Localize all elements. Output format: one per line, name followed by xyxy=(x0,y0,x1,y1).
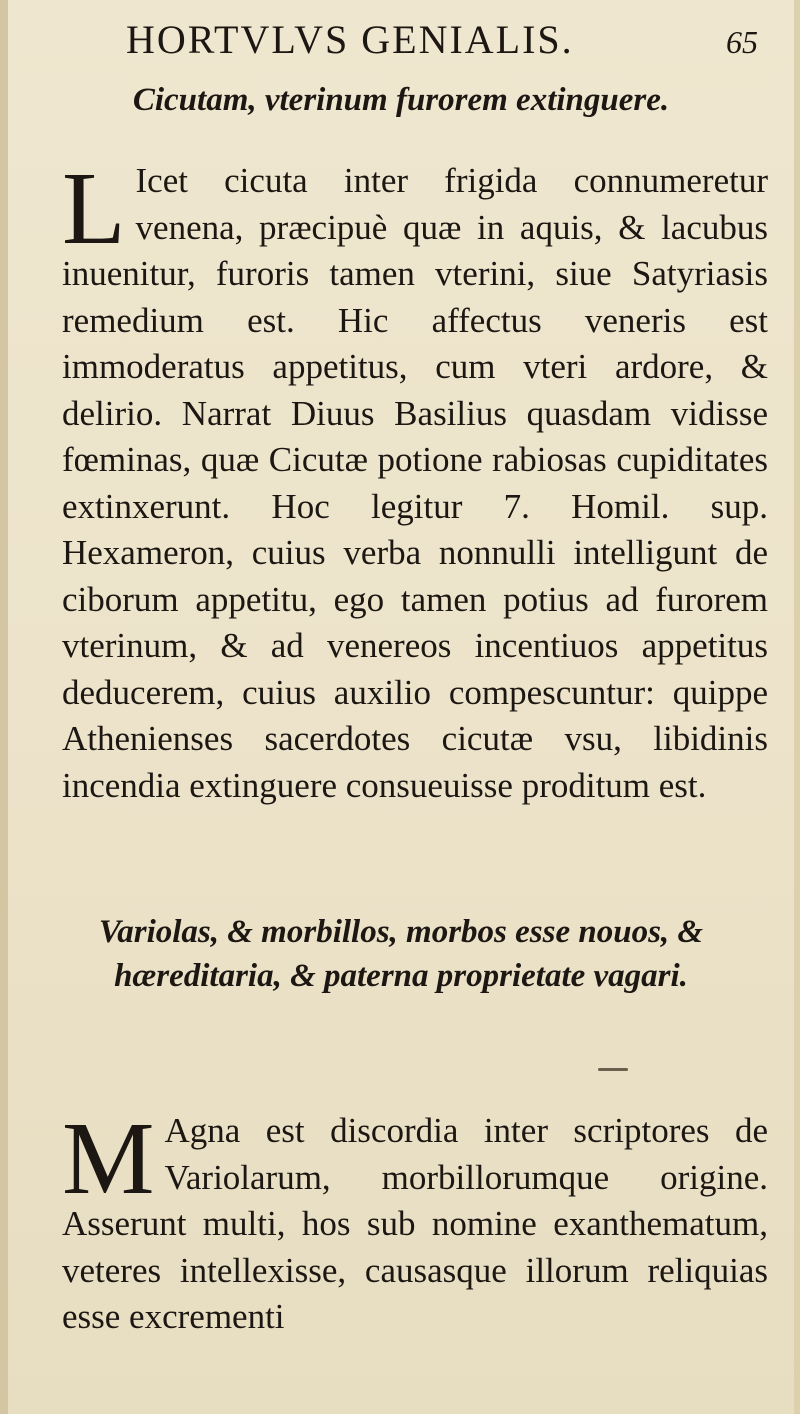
paragraph-text: Agna est discordia inter scriptores de Variolarum, morbillorumque origine. Asserunt multi, hos sub nomine exanthematum, veteres intellexisse, causasque illorum reliquias esse excrementi xyxy=(62,1111,768,1336)
drop-cap-initial: L xyxy=(62,151,126,266)
paragraph-text: Icet cicuta inter frigida connumeretur venena, præcipuè quæ in aquis, & lacubus inuenitur, furoris tamen vterini, siue Satyriasis remedium est. Hic affectus veneris est immoderatus appetitus, cum vteri ardore, & delirio. Narrat Diuus Basilius quasdam vidisse fœminas, quæ Cicutæ potione rabiosas cupiditates extinxerunt. Hoc legitur 7. Homil. sup. Hexameron, cuius verba nonnulli intelligunt de ciborum appetitu, ego tamen potius ad furorem vterinum, & ad venereos incentiuos appetitus deducerem, cuius auxilio compescuntur: quippe Athenienses sacerdotes cicutæ vsu, libidinis incendia extinguere consueuisse proditum est. xyxy=(62,161,768,805)
running-head: HORTVLVS GENIALIS. xyxy=(126,17,574,62)
drop-cap-initial: M xyxy=(62,1101,155,1216)
paragraph-cicuta xyxy=(62,151,768,809)
divider-ornament xyxy=(598,1068,628,1071)
section-title-variolae: Variolas, & morbillos, morbos esse nouos, & hæreditaria, & paterna proprietate vagari. xyxy=(98,914,704,994)
page-number: 65 xyxy=(726,24,758,60)
section-title-cicuta: Cicutam, vterinum furorem extinguere. xyxy=(132,82,670,118)
page-header xyxy=(8,12,794,72)
paragraph-variolae xyxy=(62,1101,768,1341)
